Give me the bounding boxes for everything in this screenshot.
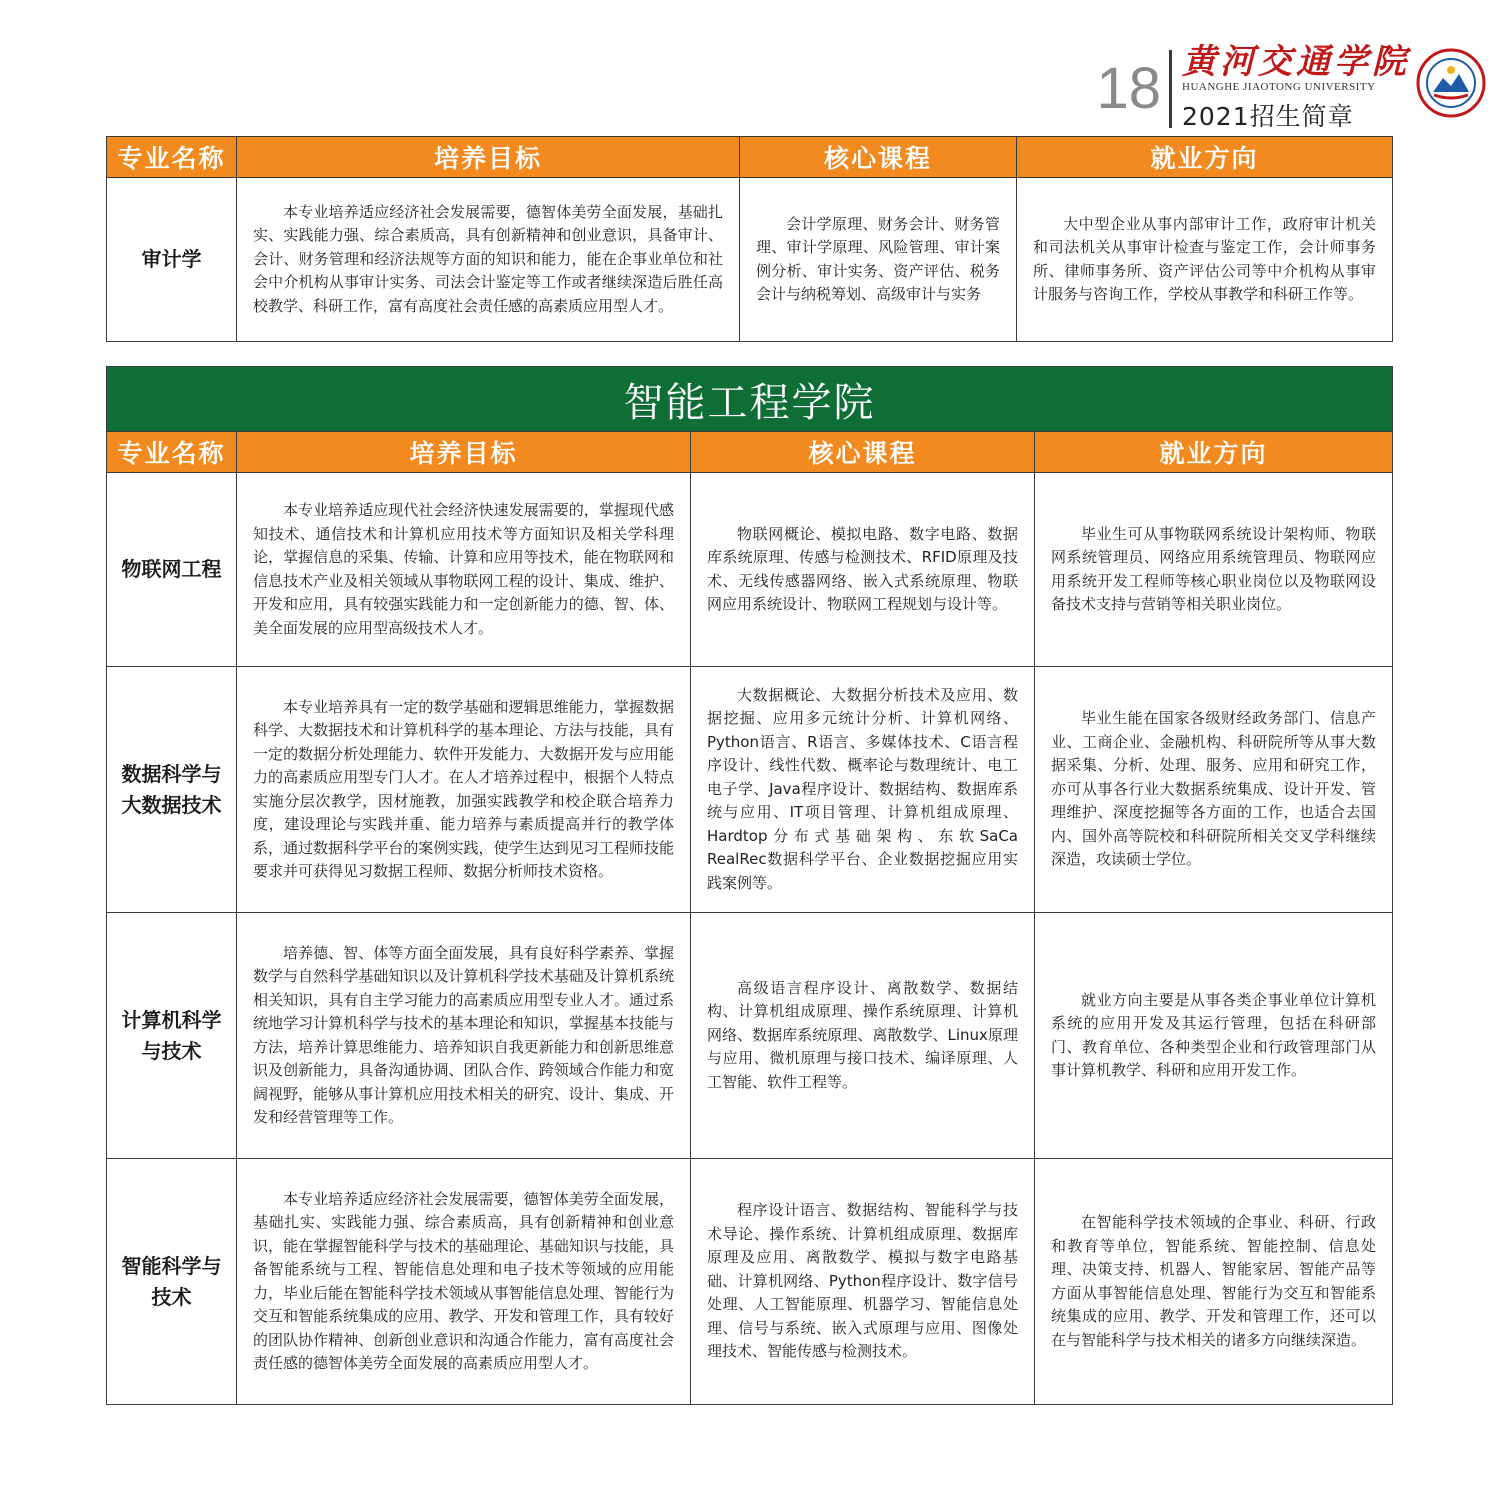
col-header-career: 就业方向 (1017, 137, 1393, 178)
career-direction: 毕业生可从事物联网系统设计架构师、物联网系统管理员、网络应用系统管理员、物联网应用系统开发工程师等核心职业岗位以及物联网设备技术支持与营销等相关职业岗位。 (1035, 473, 1393, 667)
college-title-row (107, 367, 1393, 432)
page-header (1096, 44, 1410, 134)
major-name-line: 物联网工程 (121, 557, 222, 581)
table-row (107, 473, 1393, 667)
core-courses: 大数据概论、大数据分析技术及应用、数据挖掘、应用多元统计分析、计算机网络、Python语言、R语言、多媒体技术、C语言程序设计、线性代数、概率论与数理统计、电工电子学、Java程序设计、数据结构、数据库系统与应用、IT项目管理、计算机组成原理、Hardtop分布式基础架构、东软SaCa RealRec数据科学平台、企业数据挖掘应用实践案例等。 (691, 667, 1035, 913)
col-header-major: 专业名称 (107, 137, 237, 178)
college-table (106, 366, 1393, 1405)
college-title: 智能工程学院 (107, 367, 1393, 432)
col-header-courses: 核心课程 (740, 137, 1017, 178)
school-name-cn: 黄河交通学院 (1182, 42, 1410, 82)
core-courses: 程序设计语言、数据结构、智能科学与技术导论、操作系统、计算机组成原理、数据库原理及应用、离散数学、模拟与数字电路基础、计算机网络、Python程序设计、数字信号处理、人工智能原理、机器学习、智能信息处理、信号与系统、嵌入式原理与应用、图像处理技术、智能传感与检测技术。 (691, 1159, 1035, 1405)
col-header-major: 专业名称 (107, 432, 237, 473)
career-direction: 就业方向主要是从事各类企事业单位计算机系统的应用开发及其运行管理，包括在科研部门、教育单位、各种类型企业和行政管理部门从事计算机教学、科研和应用开发工作。 (1035, 913, 1393, 1159)
training-goal: 本专业培养具有一定的数学基础和逻辑思维能力，掌握数据科学、大数据技术和计算机科学的基本理论、方法与技能，具有一定的数据分析处理能力、软件开发能力、大数据开发与应用能力的高素质应用型专门人才。在人才培养过程中，根据个人特点实施分层次教学，因材施教，加强实践教学和校企联合培养力度，建设理论与实践并重、能力培养与素质提高并行的教学体系，通过数据科学平台的案例实践，使学生达到见习工程师技能要求并可获得见习数据工程师、数据分析师技术资格。 (237, 667, 691, 913)
page-number: 18 (1096, 56, 1161, 121)
major-name-line: 与技术 (141, 1038, 202, 1063)
major-name (107, 667, 237, 913)
core-courses: 会计学原理、财务会计、财务管理、审计学原理、风险管理、审计案例分析、审计实务、资产评估、税务会计与纳税筹划、高级审计与实务 (740, 178, 1017, 342)
major-name: 审计学 (107, 178, 237, 342)
table-header-row (107, 137, 1393, 178)
career-direction: 毕业生能在国家各级财经政务部门、信息产业、工商企业、金融机构、科研院所等从事大数据采集、分析、处理、服务、应用和研究工作，亦可从事各行业大数据系统集成、设计开发、管理维护、深度挖掘等各方面的工作，也适合去国内、国外高等院校和科研院所相关交叉学科继续深造，攻读硕士学位。 (1035, 667, 1393, 913)
table-header-row (107, 432, 1393, 473)
brand-block (1182, 42, 1410, 133)
training-goal: 本专业培养适应经济社会发展需要，德智体美劳全面发展，基础扎实、实践能力强、综合素质高，具有创新精神和创业意识，具备审计、会计、财务管理和经济法规等方面的知识和能力，能在企事业单位和社会中介机构从事审计实务、司法会计鉴定等工作或者继续深造后胜任高校教学、科研工作，富有高度社会责任感的高素质应用型人才。 (237, 178, 740, 342)
major-name (107, 473, 237, 667)
core-courses: 高级语言程序设计、离散数学、数据结构、计算机组成原理、操作系统原理、计算机网络、数据库系统原理、离散数学、Linux原理与应用、微机原理与接口技术、编译原理、人工智能、软件工程等。 (691, 913, 1035, 1159)
brochure-title: 2021招生简章 (1182, 102, 1354, 131)
audit-major-table (106, 136, 1393, 342)
table-row (107, 1159, 1393, 1405)
major-name (107, 913, 237, 1159)
major-name-line: 计算机科学 (121, 1007, 222, 1032)
col-header-courses: 核心课程 (691, 432, 1035, 473)
training-goal: 本专业培养适应经济社会发展需要，德智体美劳全面发展，基础扎实、实践能力强、综合素质高，具有创新精神和创业意识，能在掌握智能科学与技术的基础理论、基础知识与技能，具备智能系统与工程、智能信息处理和电子技术等领域的应用能力，毕业后能在智能科学技术领域从事智能信息处理、智能行为交互和智能系统集成的应用、教学、开发和管理工作，具有较好的团队协作精神、创新创业意识和沟通合作能力，富有高度社会责任感的德智体美劳全面发展的高素质应用型人才。 (237, 1159, 691, 1405)
training-goal: 本专业培养适应现代社会经济快速发展需要的，掌握现代感知技术、通信技术和计算机应用技术等方面知识及相关学科理论，掌握信息的采集、传输、计算和应用等技术，能在物联网和信息技术产业及相关领域从事物联网工程的设计、集成、维护、开发和应用，具有较强实践能力和一定创新能力的德、智、体、美全面发展的应用型高级技术人才。 (237, 473, 691, 667)
table-row (107, 178, 1393, 342)
col-header-goal: 培养目标 (237, 137, 740, 178)
header-divider (1169, 50, 1172, 128)
major-name-line: 智能科学与 (121, 1253, 222, 1278)
school-name-en: HUANGHE JIAOTONG UNIVERSITY (1182, 81, 1376, 93)
major-name-line: 数据科学与 (121, 761, 222, 786)
career-direction: 在智能科学技术领域的企事业、科研、行政和教育等单位，智能系统、智能控制、信息处理、决策支持、机器人、智能家居、智能产品等方面从事智能信息处理、智能行为交互和智能系统集成的应用、教学、开发和管理工作，还可以在与智能科学与技术相关的诸多方向继续深造。 (1035, 1159, 1393, 1405)
table-row (107, 667, 1393, 913)
table-row (107, 913, 1393, 1159)
major-name-line: 技术 (151, 1284, 192, 1309)
col-header-goal: 培养目标 (237, 432, 691, 473)
career-direction: 大中型企业从事内部审计工作，政府审计机关和司法机关从事审计检查与鉴定工作，会计师事务所、律师事务所、资产评估公司等中介机构从事审计服务与咨询工作，学校从事教学和科研工作等。 (1017, 178, 1393, 342)
training-goal: 培养德、智、体等方面全面发展，具有良好科学素养、掌握数学与自然科学基础知识以及计算机科学技术基础及计算机系统相关知识，具有自主学习能力的高素质应用型专业人才。通过系统地学习计算机科学与技术的基本理论和知识，掌握基本技能与方法，培养计算思维能力、培养知识自我更新能力和创新思维意识及创新能力，具备沟通协调、团队合作、跨领域合作能力和宽阔视野，能够从事计算机应用技术相关的研究、设计、集成、开发和经营管理等工作。 (237, 913, 691, 1159)
university-seal-icon (1416, 48, 1486, 118)
col-header-career: 就业方向 (1035, 432, 1393, 473)
core-courses: 物联网概论、模拟电路、数字电路、数据库系统原理、传感与检测技术、RFID原理及技术、无线传感器网络、嵌入式系统原理、物联网应用系统设计、物联网工程规划与设计等。 (691, 473, 1035, 667)
major-name (107, 1159, 237, 1405)
major-name-line: 大数据技术 (121, 792, 222, 817)
